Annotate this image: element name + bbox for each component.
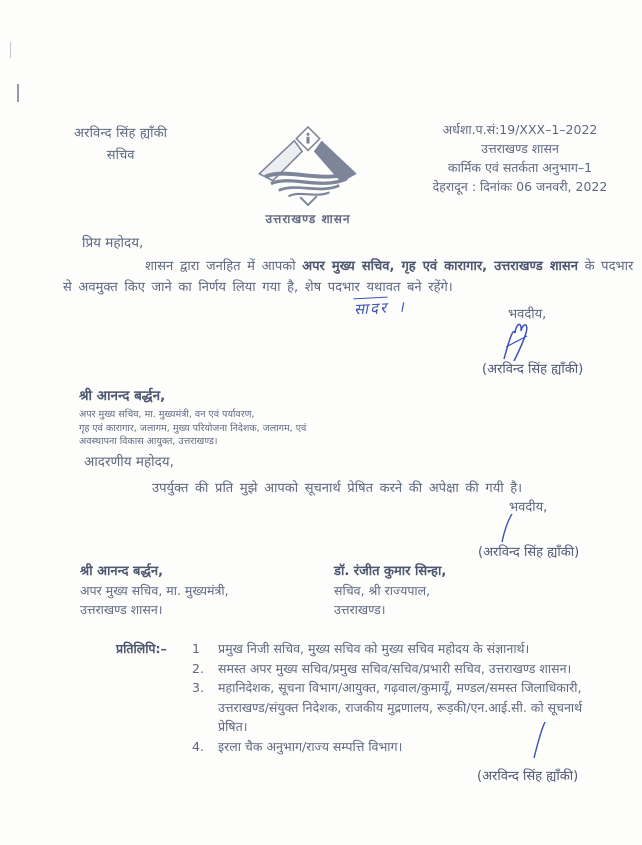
recipient-left-line-1: अपर मुख्य सचिव, मा. मुख्यमंत्री, [80, 583, 229, 598]
uttarakhand-emblem-icon [252, 126, 364, 206]
copy-item-text: प्रमुख निजी सचिव, मुख्य सचिव को मुख्य सचिव महोदय के संज्ञानार्थ। [218, 641, 530, 656]
addressee-designation-line-1: अपर मुख्य सचिव, मा. मुख्यमंत्री, वन एवं पर्यावरण, [79, 409, 255, 420]
emblem-caption: उत्तराखण्ड शासन [265, 212, 351, 226]
signatory-name-2: (अरविन्द सिंह ह्याँकी) [478, 545, 580, 560]
addressee-designation-line-2: गृह एवं कारागार, जलागम, मुख्य परियोजना निदेशक, जलागम, एवं [79, 422, 307, 434]
signatory-name-3: (अरविन्द सिंह ह्याँकी) [477, 769, 579, 784]
copy-item-number: 3. [192, 680, 204, 695]
closing-second: भवदीय, [509, 500, 548, 515]
copy-item-number: 4. [192, 738, 204, 754]
salutation-first: प्रिय महोदय, [82, 235, 144, 251]
copy-item-text: महानिदेशक, सूचना विभाग/आयुक्त, गढ़वाल/कुमायूँ, मण्डल/समस्त जिलाधिकारी, उत्तराखण्ड/संयुक्त निदेशक, राजकीय मुद्रणालय, रूड़की/एन.आई.सी. को सूचनार्थ प्रेषित। [218, 680, 583, 734]
signature-scribble-icon [496, 319, 540, 361]
scan-artifact-line-1 [10, 42, 11, 58]
closing-first: भवदीय, [508, 307, 547, 322]
recipient-right-name: डॉ. रंजीत कुमार सिन्हा, [334, 564, 447, 579]
recipient-left-line-2: उत्तराखण्ड शासन। [80, 602, 163, 617]
signature-stroke-icon-2 [490, 512, 520, 544]
copy-item-number: 1 [192, 641, 200, 656]
reference-block [408, 120, 632, 196]
recipient-right-block [334, 562, 446, 619]
recipient-left-name: श्री आनन्द बर्द्धन, [80, 564, 164, 579]
addressee-designation-line-3: अवस्थापना विकास आयुक्त, उत्तराखण्ड। [79, 436, 218, 447]
handwritten-regards-text: सादर [353, 298, 389, 319]
copy-item-text: समस्त अपर मुख्य सचिव/प्रमुख सचिव/सचिव/प्रभारी सचिव, उत्तराखण्ड शासन। [218, 660, 572, 676]
sender-name: अरविन्द सिंह ह्याँकी [74, 126, 168, 141]
copy-item-text: इरला चैक अनुभाग/राज्य सम्पत्ति विभाग। [218, 738, 403, 754]
recipient-right-line-2: उत्तराखण्ड। [334, 602, 386, 617]
handwritten-danda: । [397, 297, 407, 317]
handwritten-regards-note [354, 297, 407, 320]
sender-title: सचिव [106, 148, 135, 163]
department-name: कार्मिक एवं सतर्कता अनुभाग–1 [447, 160, 593, 175]
copy-item [116, 639, 598, 659]
copy-list-label: प्रतिलिपि:– [116, 641, 167, 656]
body-text-suffix: के पदभार [577, 259, 634, 274]
sender-block [74, 123, 167, 163]
forward-body: उपर्युक्त की प्रति मुझे आपको सूचनार्थ प्रेषित करने की अपेक्षा की गयी है। [152, 481, 523, 496]
recipient-left-block [80, 562, 229, 619]
place-date: देहरादून : दिनांकः 06 जनवरी, 2022 [432, 179, 608, 194]
govt-name: उत्तराखण्ड शासन [481, 141, 559, 156]
body-text-prefix: शासन द्वारा जनहित में आपको [145, 259, 303, 274]
emblem-block [248, 126, 368, 227]
copy-item-number: 2. [192, 660, 204, 676]
salutation-second: आदरणीय महोदय, [84, 454, 174, 470]
copy-item [116, 659, 598, 679]
recipient-right-line-1: सचिव, श्री राज्यपाल, [334, 583, 431, 598]
body-line-2: से अवमुक्त किए जाने का निर्णय लिया गया है, शेष पदभार यथावत बने रहेंगे। [63, 280, 453, 295]
scan-artifact-line-2 [17, 84, 19, 102]
body-text-bold: अपर मुख्य सचिव, गृह एवं कारागार, उत्तराखण्ड शासन [302, 259, 578, 274]
body-line-1 [145, 256, 633, 274]
addressee-name: श्री आनन्द बर्द्धन, [79, 388, 166, 404]
signatory-name-1: (अरविन्द सिंह ह्याँकी) [482, 362, 584, 377]
signature-stroke-icon-3 [524, 720, 554, 760]
ref-number: अर्धशा.प.सं:19/XXX–1–2022 [442, 122, 598, 137]
addressee-block [79, 386, 306, 449]
